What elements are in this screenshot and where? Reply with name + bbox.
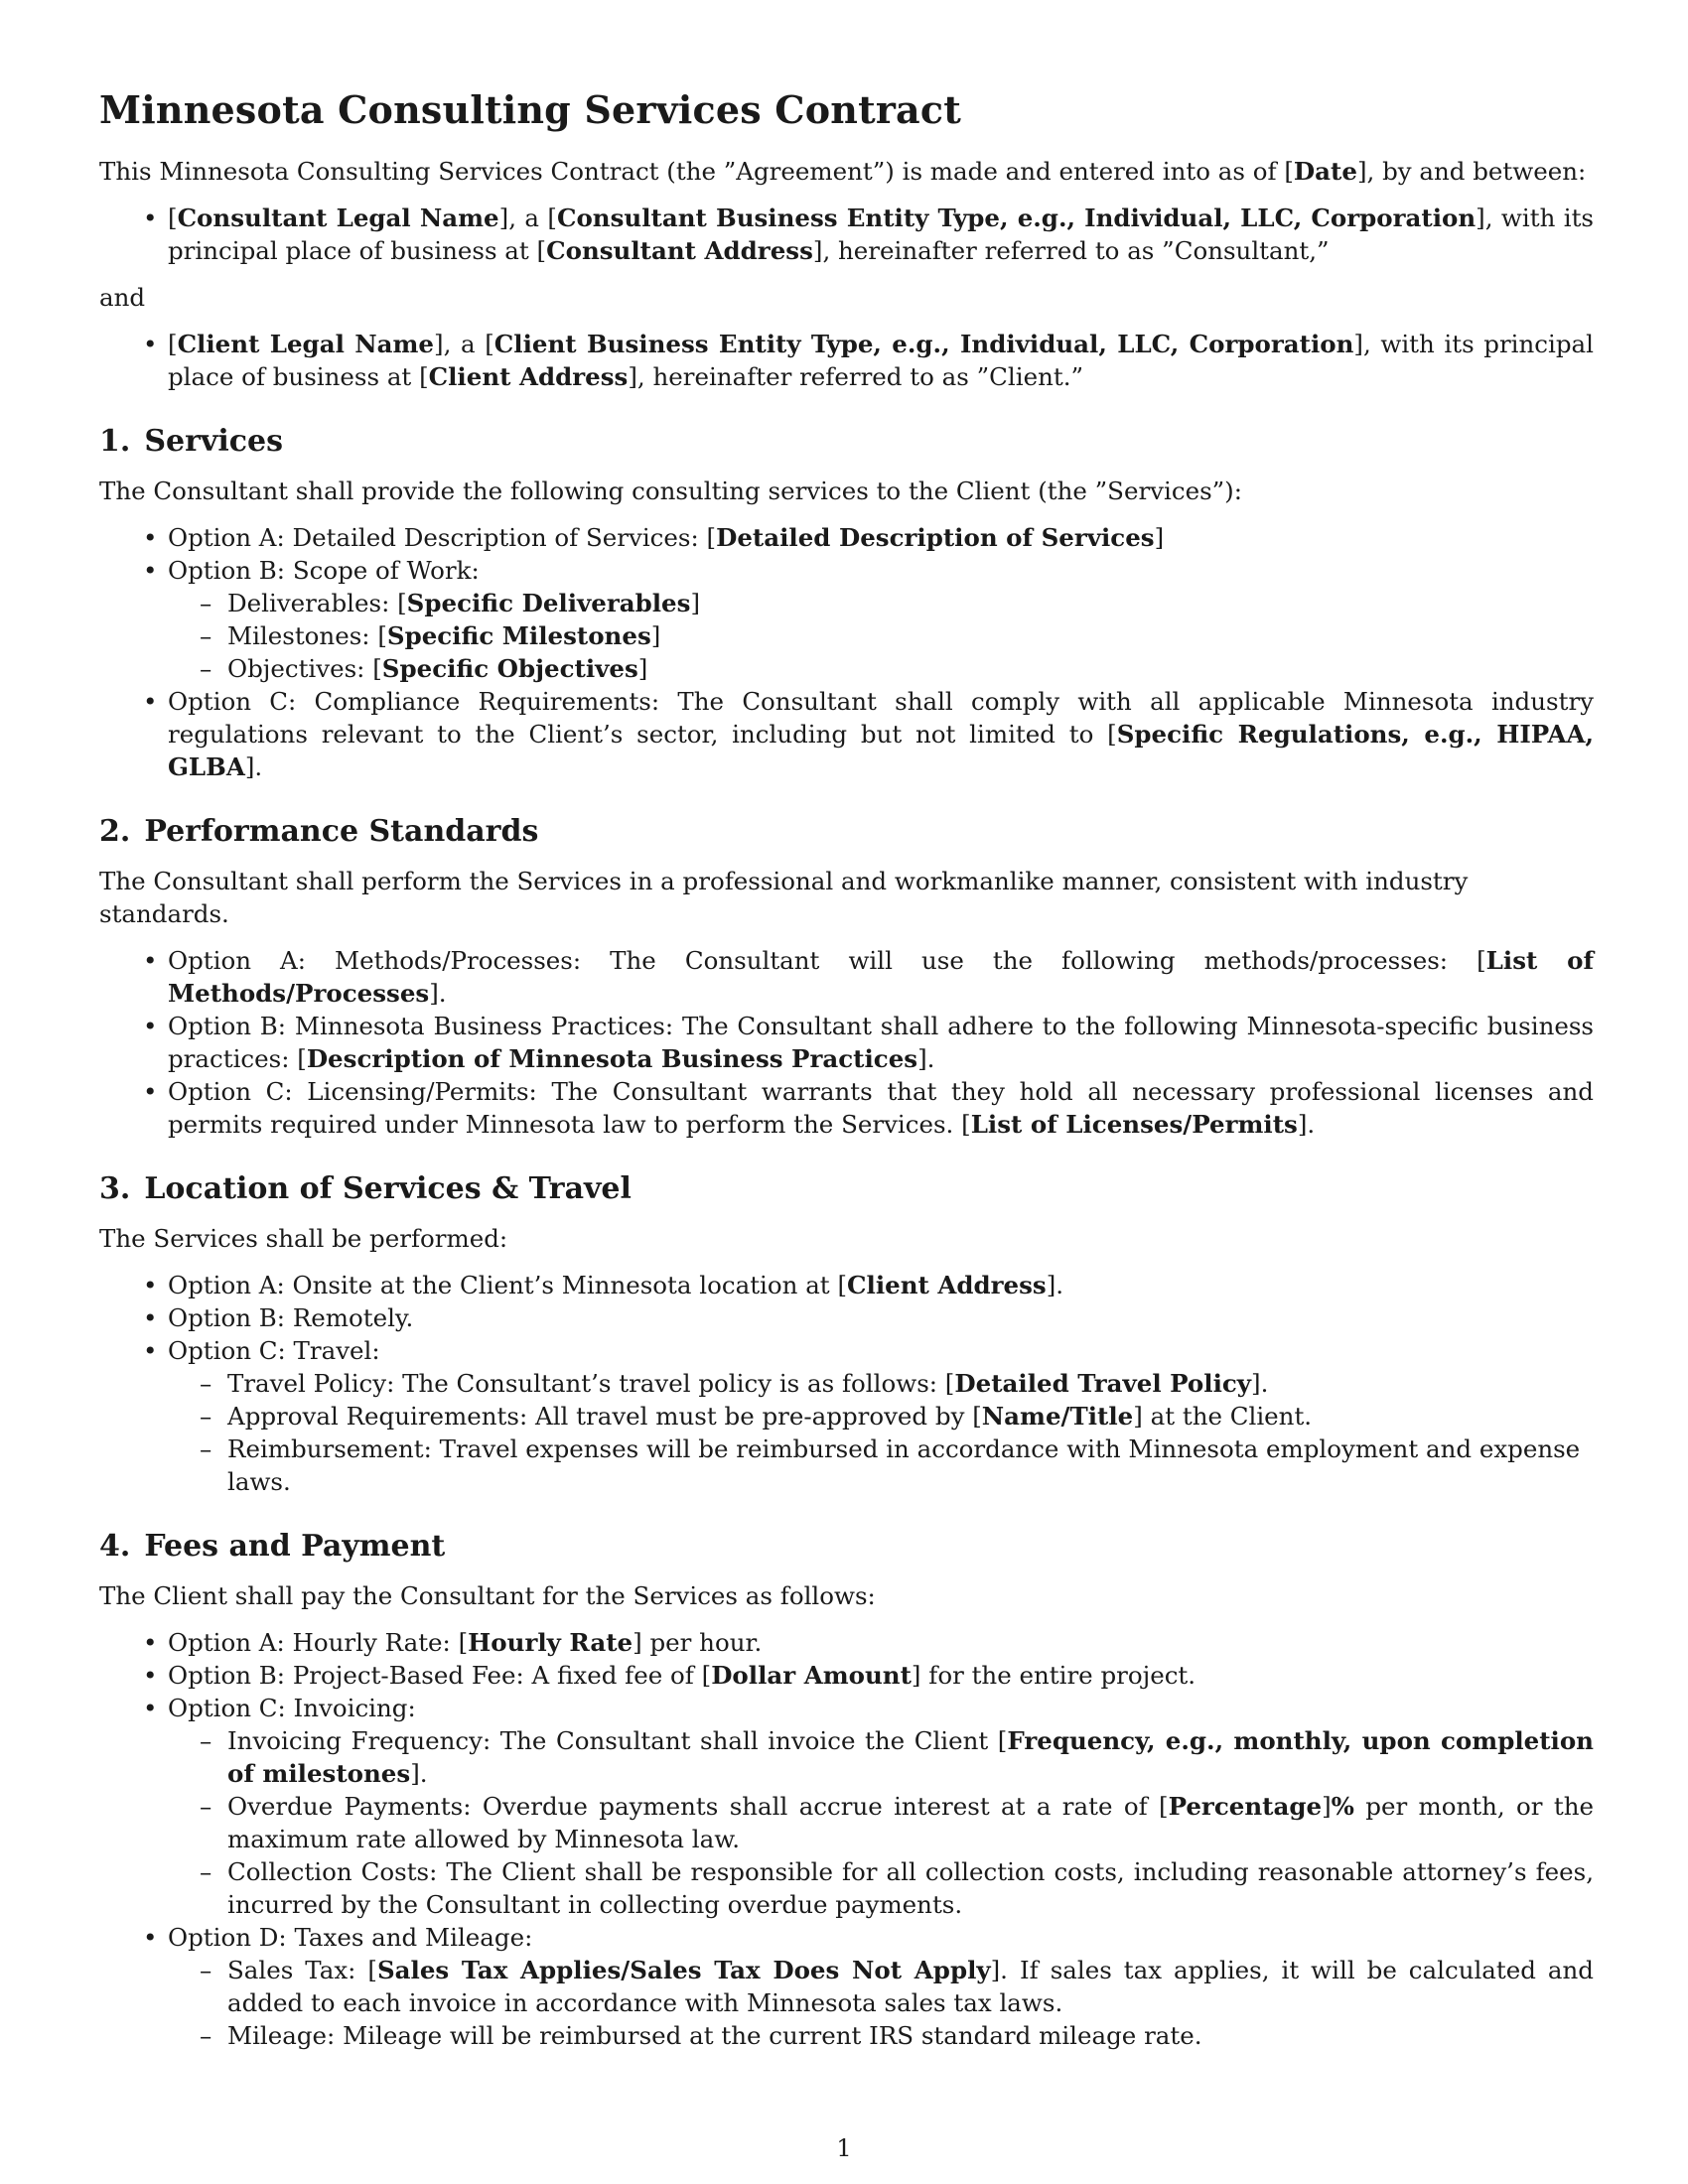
section-1-heading: 1. Services <box>99 424 283 459</box>
list-item: • Option A: Methods/Processes: The Consultant will use the following methods/processes: [List of Methods/Processes]. <box>99 944 1594 1010</box>
list-item: • Option D: Taxes and Mileage: – Sales Tax: [Sales Tax Applies/Sales Tax Does Not Apply]. If sales tax applies, it will be calculated and added to each invoice in accordance with Minnesota sales tax laws. – Mileage: Mileage will be reimbursed at the current IRS standard mileage rate. <box>99 1921 1594 2052</box>
section-3-options <box>99 1269 1594 1498</box>
page-number: 1 <box>836 2134 852 2162</box>
sublist-item: – Invoicing Frequency: The Consultant shall invoice the Client [Frequency, e.g., monthly, upon completion of milestones]. <box>168 1724 1594 1790</box>
list-item: • Option C: Licensing/Permits: The Consultant warrants that they hold all necessary professional licenses and permits required under Minnesota law to perform the Services. [List of Licenses/Permits]. <box>99 1075 1594 1141</box>
intro-after: ], by and between: <box>1356 157 1587 186</box>
document-title: Minnesota Consulting Services Contract <box>99 87 961 132</box>
sublist-item: – Milestones: [Specific Milestones] <box>168 619 1594 652</box>
scope-of-work-sublist <box>168 587 1594 685</box>
section-1-intro: The Consultant shall provide the following consulting services to the Client (the ”Services”): <box>99 477 1242 505</box>
client-entity-placeholder: Client Business Entity Type, e.g., Individual, LLC, Corporation <box>493 330 1354 358</box>
sublist-item: – Approval Requirements: All travel must be pre-approved by [Name/Title] at the Client. <box>168 1400 1594 1433</box>
consultant-party-list <box>99 202 1594 267</box>
travel-sublist <box>168 1367 1594 1498</box>
consultant-address-placeholder: Consultant Address <box>546 236 813 265</box>
client-party-list <box>99 328 1594 393</box>
sublist-item: – Collection Costs: The Client shall be responsible for all collection costs, including reasonable attorney’s fees, incurred by the Consultant in collecting overdue payments. <box>168 1855 1594 1921</box>
section-2-options <box>99 944 1594 1141</box>
list-item: • Option C: Compliance Requirements: The Consultant shall comply with all applicable Minnesota industry regulations relevant to the Client’s sector, including but not limited to [Specific Regulations, e.g., HIPAA, GLBA]. <box>99 685 1594 783</box>
list-item: • Option C: Invoicing: – Invoicing Frequency: The Consultant shall invoice the Client [Frequency, e.g., monthly, upon completion of milestones]. – Overdue Payments: Overdue payments shall accrue interest at a rate of [Percentage]% per month, or the maximum rate allowed by Minnesota law. – Collection Costs: The Client shall be responsible for all collection costs, including reasonable attorney’s fees, incurred by the Consultant in collecting overdue payments. <box>99 1692 1594 1921</box>
list-item: • Option A: Detailed Description of Services: [Detailed Description of Services] <box>99 521 1594 554</box>
section-4-intro: The Client shall pay the Consultant for the Services as follows: <box>99 1581 876 1610</box>
section-3-intro: The Services shall be performed: <box>99 1224 508 1253</box>
sublist-item: – Mileage: Mileage will be reimbursed at the current IRS standard mileage rate. <box>168 2019 1594 2052</box>
list-item: • Option A: Hourly Rate: [Hourly Rate] per hour. <box>99 1626 1594 1659</box>
list-item: • Option B: Scope of Work: – Deliverables: [Specific Deliverables] – Milestones: [Specific Milestones] – Objectives: [Specific Objectives] <box>99 554 1594 685</box>
date-placeholder: Date <box>1293 157 1357 186</box>
client-address-placeholder: Client Address <box>428 362 629 391</box>
list-item: • Option B: Project-Based Fee: A fixed fee of [Dollar Amount] for the entire project. <box>99 1659 1594 1692</box>
sublist-item: – Objectives: [Specific Objectives] <box>168 652 1594 685</box>
intro-paragraph <box>99 155 1594 188</box>
client-name-placeholder: Client Legal Name <box>177 330 435 358</box>
list-item: • Option B: Remotely. <box>99 1301 1594 1334</box>
sublist-item: – Travel Policy: The Consultant’s travel policy is as follows: [Detailed Travel Policy]. <box>168 1367 1594 1400</box>
document-body <box>99 87 1594 2066</box>
section-4-options <box>99 1626 1594 2052</box>
section-3-heading: 3. Location of Services & Travel <box>99 1171 632 1206</box>
invoicing-sublist <box>168 1724 1594 1921</box>
sublist-item: – Overdue Payments: Overdue payments shall accrue interest at a rate of [Percentage]% per month, or the maximum rate allowed by Minnesota law. <box>168 1790 1594 1855</box>
sublist-item: – Deliverables: [Specific Deliverables] <box>168 587 1594 619</box>
list-item: • Option C: Travel: – Travel Policy: The Consultant’s travel policy is as follows: [Detailed Travel Policy]. – Approval Requirements: All travel must be pre-approved by [Name/Title] at the Client. – Reimbursement: Travel expenses will be reimbursed in accordance with Minnesota employment and expense laws. <box>99 1334 1594 1498</box>
section-1-options <box>99 521 1594 783</box>
sublist-item: – Sales Tax: [Sales Tax Applies/Sales Tax Does Not Apply]. If sales tax applies, it will be calculated and added to each invoice in accordance with Minnesota sales tax laws. <box>168 1954 1594 2019</box>
section-4-heading: 4. Fees and Payment <box>99 1529 446 1564</box>
consultant-name-placeholder: Consultant Legal Name <box>177 204 499 232</box>
consultant-entity-placeholder: Consultant Business Entity Type, e.g., Individual, LLC, Corporation <box>556 204 1477 232</box>
client-party-item: • [Client Legal Name], a [Client Business Entity Type, e.g., Individual, LLC, Corporation], with its principal place of business at [Client Address], hereinafter referred to as ”Client.” <box>99 328 1594 393</box>
sublist-item: – Reimbursement: Travel expenses will be reimbursed in accordance with Minnesota employment and expense laws. <box>168 1433 1594 1498</box>
and-connector: and <box>99 283 146 312</box>
list-item: • Option A: Onsite at the Client’s Minnesota location at [Client Address]. <box>99 1269 1594 1301</box>
list-item: • Option B: Minnesota Business Practices: The Consultant shall adhere to the following Minnesota-specific business practices: [Description of Minnesota Business Practices]. <box>99 1010 1594 1075</box>
consultant-party-item: • [Consultant Legal Name], a [Consultant Business Entity Type, e.g., Individual, LLC, Corporation], with its principal place of business at [Consultant Address], hereinafter referred to as ”Consultant,” <box>99 202 1594 267</box>
section-2-heading: 2. Performance Standards <box>99 814 539 849</box>
intro-text: This Minnesota Consulting Services Contract (the ”Agreement”) is made and entered into as of [ <box>99 157 1294 186</box>
taxes-mileage-sublist <box>168 1954 1594 2052</box>
section-2-intro: The Consultant shall perform the Services in a professional and workmanlike manner, consistent with industry standards. <box>99 867 1469 928</box>
